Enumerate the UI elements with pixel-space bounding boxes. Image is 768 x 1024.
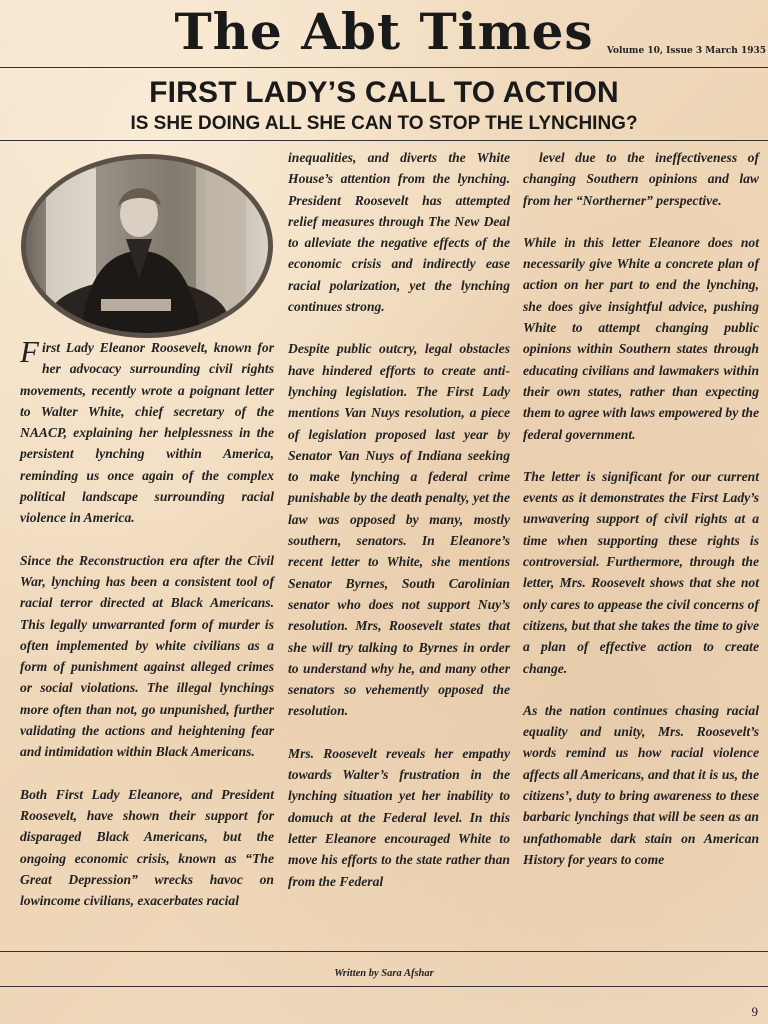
headline: FIRST LADY’S CALL TO ACTION <box>149 76 619 109</box>
subheadline: IS SHE DOING ALL SHE CAN TO STOP THE LYNCHING? <box>130 113 638 134</box>
masthead <box>0 0 768 66</box>
headline-rule <box>0 140 768 141</box>
paragraph-text: irst Lady Eleanor Roosevelt, known for her advocacy surrounding civil rights movements, recently wrote a poignant letter to Walter White, chief secretary of the NAACP, explaining her helplessness in the persistent lynching within America, reminding us once again of the complex political landscape surrounding racial violence in America. <box>20 340 274 526</box>
paragraph: The letter is significant for our current events as it demonstrates the First Lady’s unwavering support of civil rights at a time when supporting these rights is controversial. Furthermore, through the letter, Mrs. Roosevelt shows that she not only cares to appease the civil concerns of citizens, but that she takes the time to give a plan of effective action to create change. <box>523 468 759 676</box>
footer-rule-bottom <box>0 986 768 987</box>
byline: Written by Sara Afshar <box>334 968 434 979</box>
drop-cap: F <box>20 334 39 369</box>
paragraph: Despite public outcry, legal obstacles have hindered efforts to create anti-lynching legislation. The First Lady mentions Van Nuys resolution, a piece of legislation proposed last year by Senator Van Nuys of Indiana seeking to make lynching a federal crime punishable by the death penalty, yet the law was opposed by many, mostly southern, senators. In Eleanore’s recent letter to White, she mentions Senator Byrnes, South Carolinian senator who does not support Nuy’s resolution. Mrs, Roosevelt states that she will try talking to Byrnes in order to understand why he, and many other senators so vehemently opposed the resolution. <box>288 341 510 719</box>
paragraph <box>20 334 274 529</box>
article-column-1 <box>20 334 274 932</box>
article-column-2 <box>288 147 510 913</box>
article-column-3 <box>523 147 759 891</box>
paragraph: Since the Reconstruction era after the Civil War, lynching has been a consistent tool of racial terror directed at Black Americans. This legally unwarranted form of murder is often implemented by white civilians as a form of punishment against alleged crimes or social violations. The illegal lynchings more often than not, go unpunished, further validating the actions and heightening fear and intimidation within Black Americans. <box>20 552 274 760</box>
newspaper-title: The Abt Times <box>174 2 594 61</box>
paragraph: While in this letter Eleanore does not necessarily give White a concrete plan of action on her part to end the lynching, she does give insightful advice, pushing White to attempt changing public opinions within Southern states through educating civilians and lawmakers within their own states, rather than expecting them to agree with laws empowered by the federal government. <box>523 234 759 442</box>
issue-info: Volume 10, Issue 3 March 1935 <box>606 46 766 56</box>
portrait-photo <box>21 154 273 338</box>
portrait-illustration <box>26 159 268 333</box>
masthead-rule <box>0 67 768 68</box>
paragraph: Both First Lady Eleanore, and President Roosevelt, have shown their support for disparaged Black Americans, but the ongoing economic crisis, known as “The Great Depression” wrecks havoc on lowincome civilians, exacerbates racial <box>20 786 274 909</box>
page-number: 9 <box>751 1004 758 1019</box>
footer-rule-top <box>0 951 768 952</box>
paragraph: level due to the ineffectiveness of changing Southern opinions and law from her “Northerner” perspective. <box>523 150 759 208</box>
paragraph: Mrs. Roosevelt reveals her empathy towards Walter’s frustration in the lynching situation yet her inability to domuch at the Federal level. In this letter Eleanore encouraged White to move his efforts to the state rather than from the Federal <box>288 745 510 889</box>
paragraph: inequalities, and diverts the White House’s attention from the lynching. President Roosevelt has attempted relief measures through The New Deal to alleviate the negative effects of the economic crisis and indirectly ease racial polarization, yet the lynching continues strong. <box>288 150 510 315</box>
paragraph: As the nation continues chasing racial equality and unity, Mrs. Roosevelt’s words remind us how racial violence affects all Americans, and that it is us, the citizens’, duty to bring awareness to these barbaric lynchings that will be seen as an unfathomable dark stain on American History for years to come <box>523 702 759 867</box>
